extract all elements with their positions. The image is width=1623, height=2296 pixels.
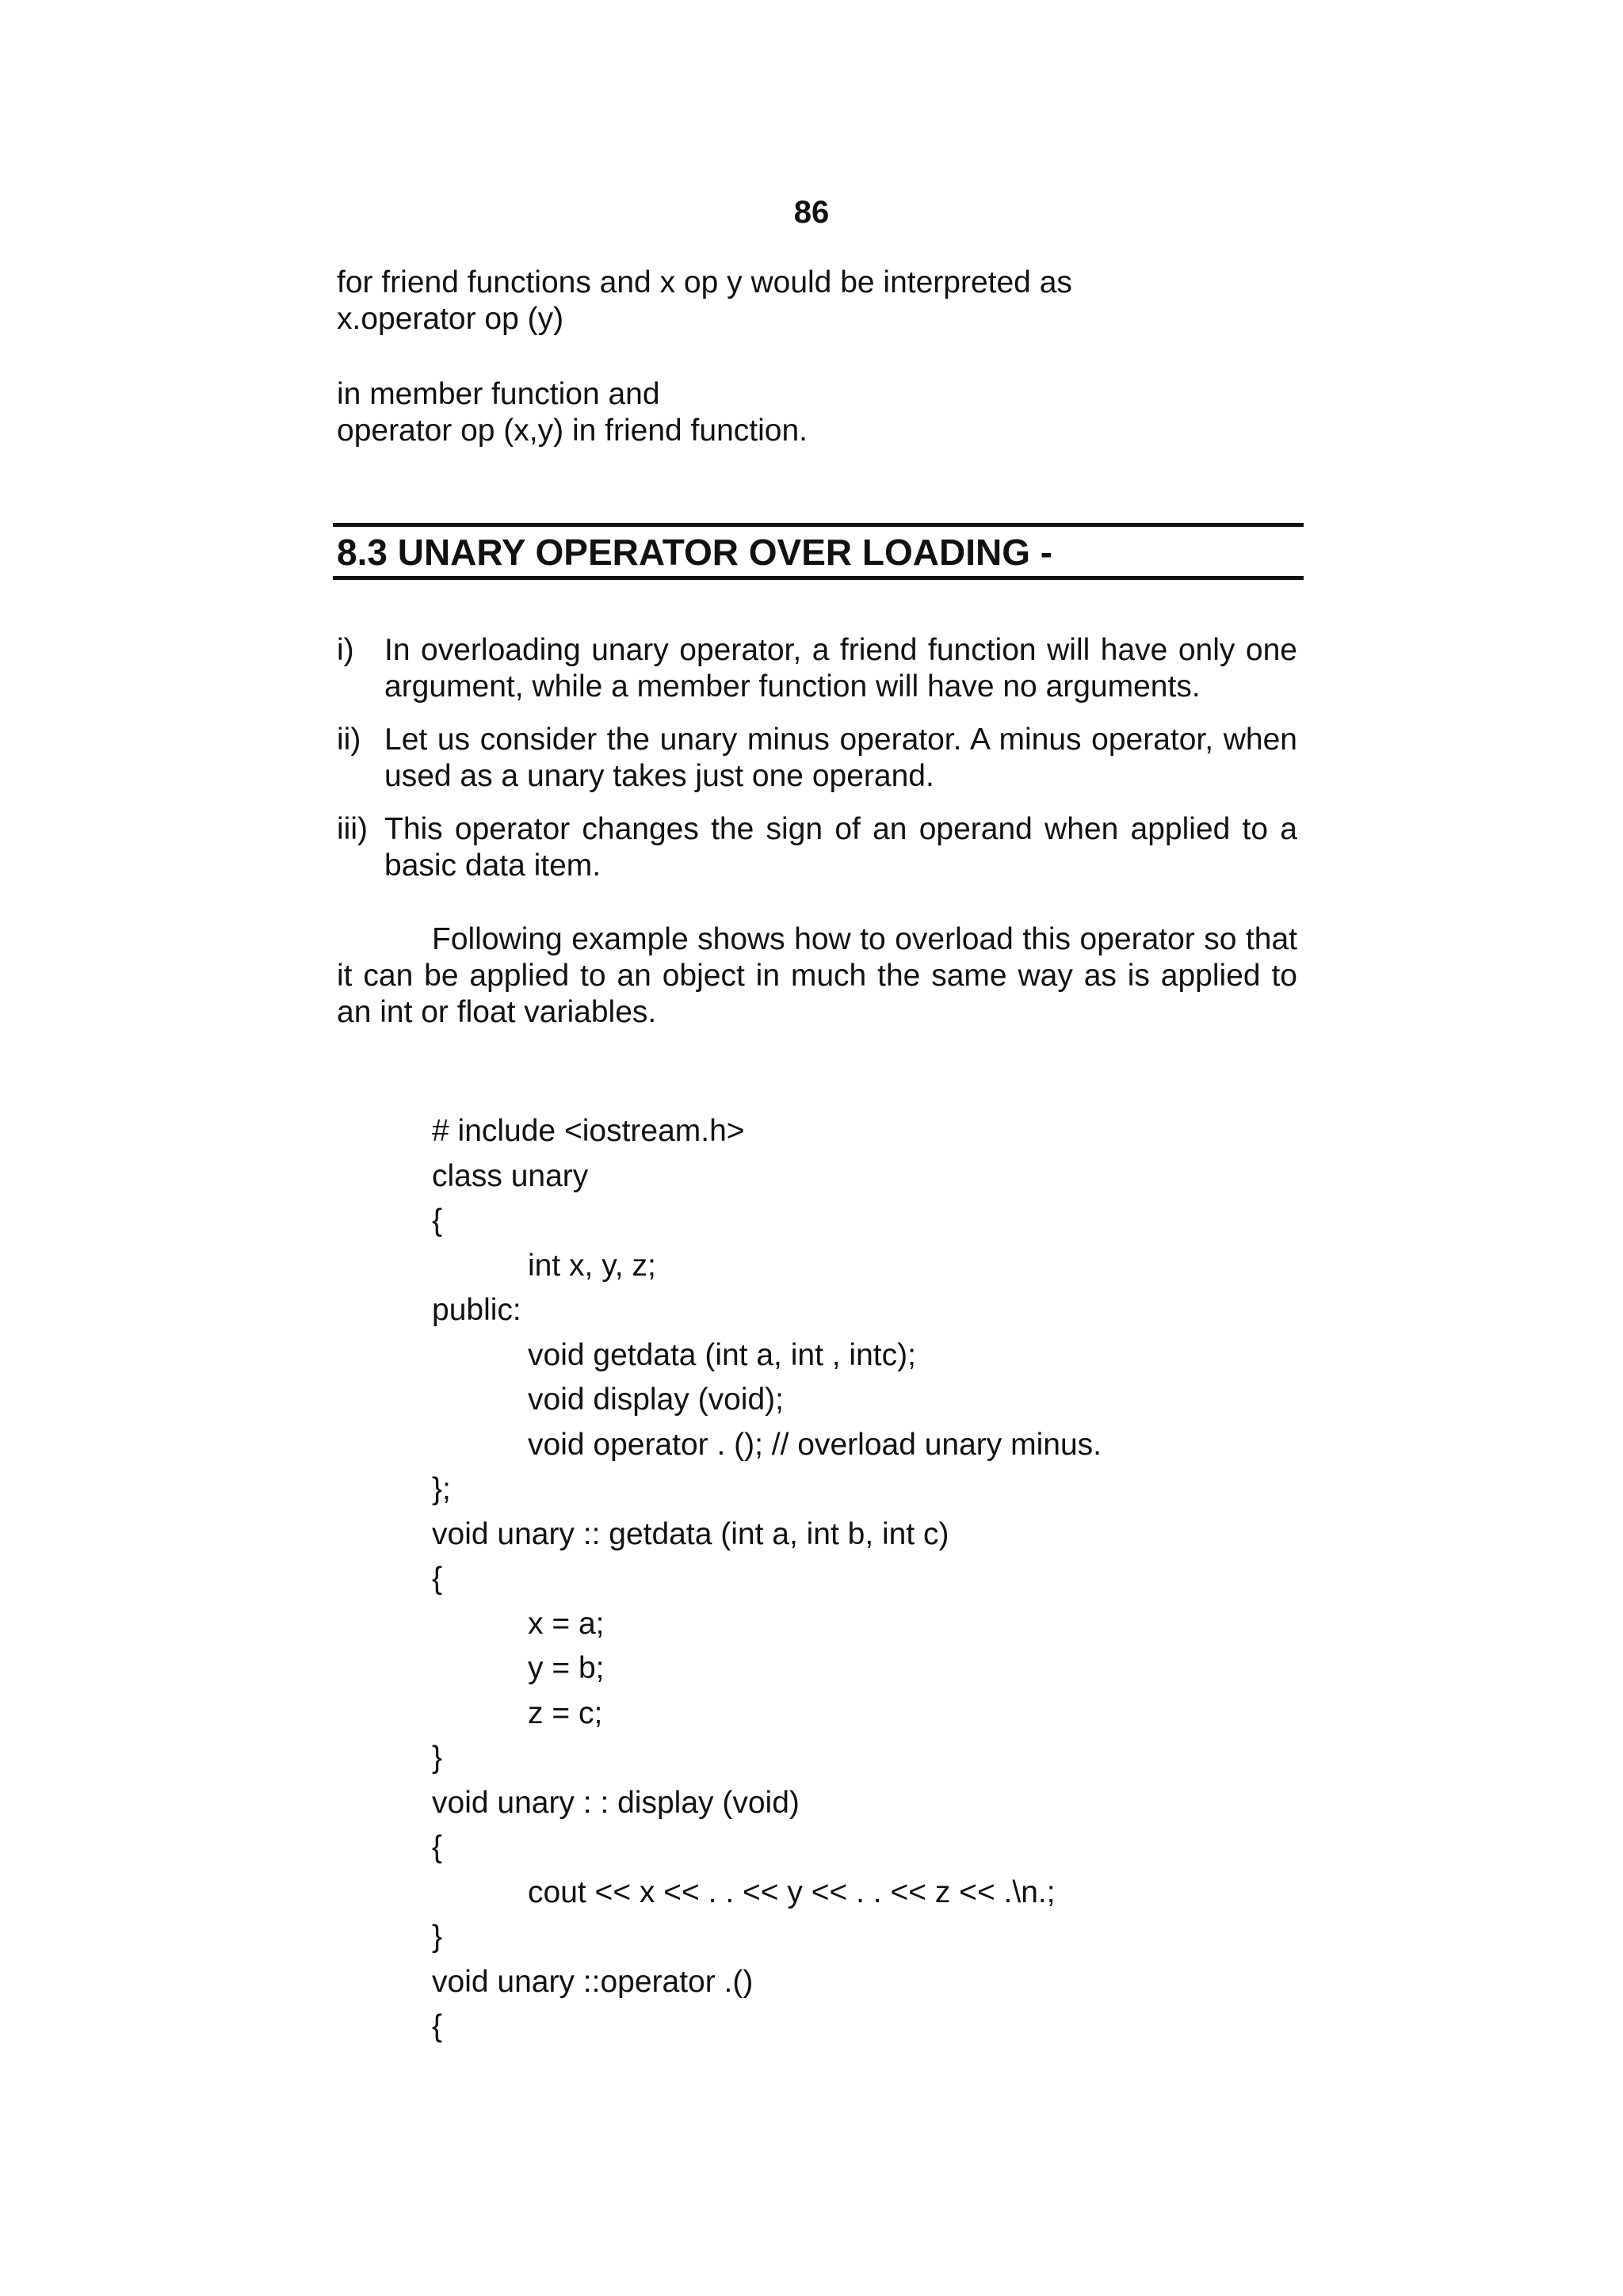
page-number: 86 xyxy=(793,195,830,230)
list-item-text: In overloading unary operator, a friend function will have only one argument, while a member function will have no arguments. xyxy=(384,633,1297,704)
code-line: { xyxy=(432,2009,443,2043)
intro-line: in member function and xyxy=(337,377,660,411)
code-line: z = c; xyxy=(528,1695,603,1730)
list-item-text: Let us consider the unary minus operator. A minus operator, when used as a unary takes just one operand. xyxy=(384,723,1297,793)
point-list xyxy=(337,632,1297,901)
list-marker: i) xyxy=(337,633,354,667)
code-line: }; xyxy=(432,1472,451,1506)
code-line: void unary ::operator .() xyxy=(432,1964,754,1999)
intro-line: operator op (x,y) in friend function. xyxy=(337,414,808,448)
code-line: y = b; xyxy=(528,1651,605,1685)
list-marker: iii) xyxy=(337,812,368,846)
intro-line: x.operator op (y) xyxy=(337,302,564,336)
list-item xyxy=(337,632,1297,705)
code-line: void operator . (); // overload unary minus. xyxy=(528,1427,1102,1462)
list-item xyxy=(337,722,1297,795)
code-line: x = a; xyxy=(528,1606,605,1641)
code-line: { xyxy=(432,1562,443,1596)
code-listing xyxy=(432,1109,1304,2050)
code-line: class unary xyxy=(432,1158,589,1193)
code-line: cout << x << . . << y << . . << z << .\n.; xyxy=(528,1875,1056,1909)
code-line: void unary :: getdata (int a, int b, int c) xyxy=(432,1516,949,1551)
intro-text xyxy=(337,265,1300,338)
code-line: int x, y, z; xyxy=(528,1248,656,1283)
list-item-text: This operator changes the sign of an operand when applied to a basic data item. xyxy=(384,812,1297,883)
code-line: void unary : : display (void) xyxy=(432,1785,800,1820)
code-line: { xyxy=(432,1203,443,1238)
section-heading: 8.3 UNARY OPERATOR OVER LOADING - xyxy=(337,532,1053,573)
code-line: # include <iostream.h> xyxy=(432,1114,745,1148)
intro-text-continued xyxy=(337,376,1300,449)
list-marker: ii) xyxy=(337,723,361,757)
code-line: { xyxy=(432,1830,443,1864)
code-line: void display (void); xyxy=(528,1383,784,1417)
code-line: } xyxy=(432,1920,443,1954)
intro-line: for friend functions and x op y would be interpreted as xyxy=(337,265,1072,299)
section-heading-box xyxy=(333,523,1304,580)
code-line: void getdata (int a, int , intc); xyxy=(528,1337,916,1372)
list-item xyxy=(337,811,1297,884)
code-line: public: xyxy=(432,1293,521,1327)
code-line: } xyxy=(432,1741,443,1775)
example-paragraph: Following example shows how to overload this operator so that it can be applied to an object in much the same way as is applied to an int or float variables. xyxy=(337,922,1297,1029)
